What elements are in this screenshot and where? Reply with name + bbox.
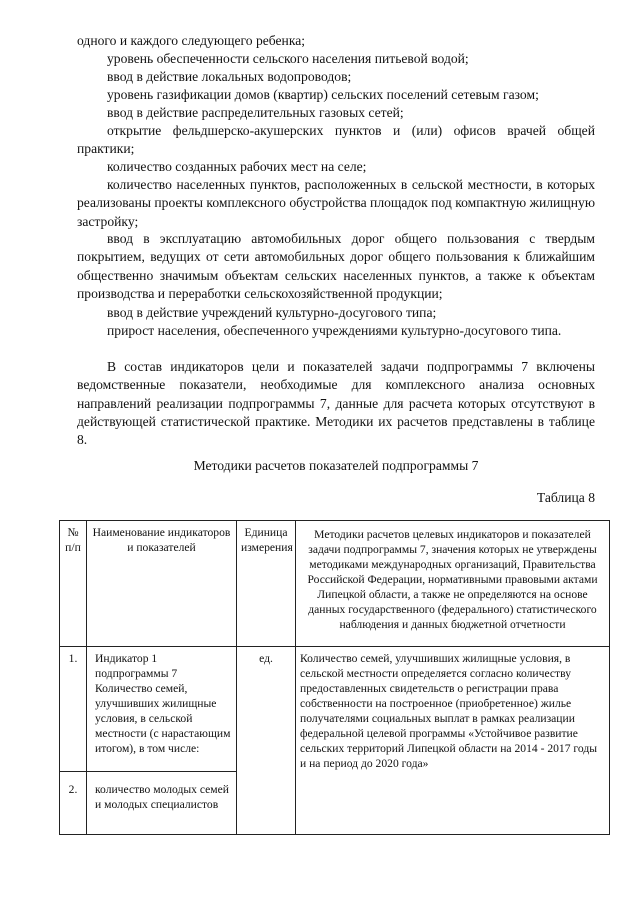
paragraph: ввод в эксплуатацию автомобильных дорог общего пользования с твердым покрытием, ведущих от сети автомобильных дорог общего пользования к ближайшим общественно значимым объектам сельских населенных пунктов, а также к объектам производства и переработки сельскохозяйственной продукции; [77,231,595,301]
cell-num: 1. [60,647,87,772]
header-unit: Единица измерения [237,521,296,647]
paragraph: открытие фельдшерско-акушерских пунктов и (или) офисов врачей общей практики; [77,123,595,157]
cell-unit: ед. [237,647,296,835]
table-heading: Методики расчетов показателей подпрограммы 7 [193,458,479,473]
paragraph: ввод в действие локальных водопроводов; [107,69,352,84]
header-num: № п/п [60,521,87,647]
cell-method: Количество семей, улучшивших жилищные условия, в сельской местности определяется согласно количеству предоставленных свидетельств о регистрации права собственности на построенное (приобретенное) жилье получателями социальных выплат в рамках реализации федеральной целевой программы «Устойчивое развитие сельских территорий Липецкой области на 2014 - 2017 годы и на период до 2020 года» [296,647,610,835]
paragraph: ввод в действие распределительных газовых сетей; [107,105,404,120]
header-name: Наименование индикаторов и показателей [87,521,237,647]
paragraph: прирост населения, обеспеченного учреждениями культурно-досугового типа. [107,323,562,338]
paragraph: одного и каждого следующего ребенка; [77,33,306,48]
cell-name: количество молодых семей и молодых специалистов [87,772,237,835]
table-row [60,647,610,772]
cell-num: 2. [60,772,87,835]
paragraph: уровень обеспеченности сельского населения питьевой водой; [107,51,469,66]
methods-table [59,520,610,835]
paragraph: количество созданных рабочих мест на селе; [107,159,367,174]
paragraph: ввод в действие учреждений культурно-досугового типа; [107,305,437,320]
table-header-row [60,521,610,647]
paragraph: количество населенных пунктов, расположенных в сельской местности, в которых реализованы проекты комплексного обустройства площадок под компактную жилищную застройку; [77,177,595,229]
table-label: Таблица 8 [536,490,595,505]
header-method: Методики расчетов целевых индикаторов и показателей задачи подпрограммы 7, значения которых не утверждены методиками международных организаций, Правительства Российской Федерации, нормативными правовыми актами Липецкой области, а также не определяются на основе данных государственного (федерального) статистического наблюдения и данных бюджетной отчетности [296,521,610,647]
paragraph: уровень газификации домов (квартир) сельских поселений сетевым газом; [107,87,539,102]
cell-name: Индикатор 1 подпрограммы 7 Количество семей, улучшивших жилищные условия, в сельской местности (с нарастающим итогом), в том числе: [87,647,237,772]
paragraph: В состав индикаторов цели и показателей задачи подпрограммы 7 включены ведомственные показатели, необходимые для комплексного анализа основных направлений реализации подпрограммы 7, данные для расчета которых отсутствуют в действующей статистической практике. Методики их расчетов представлены в таблице 8. [77,359,595,448]
